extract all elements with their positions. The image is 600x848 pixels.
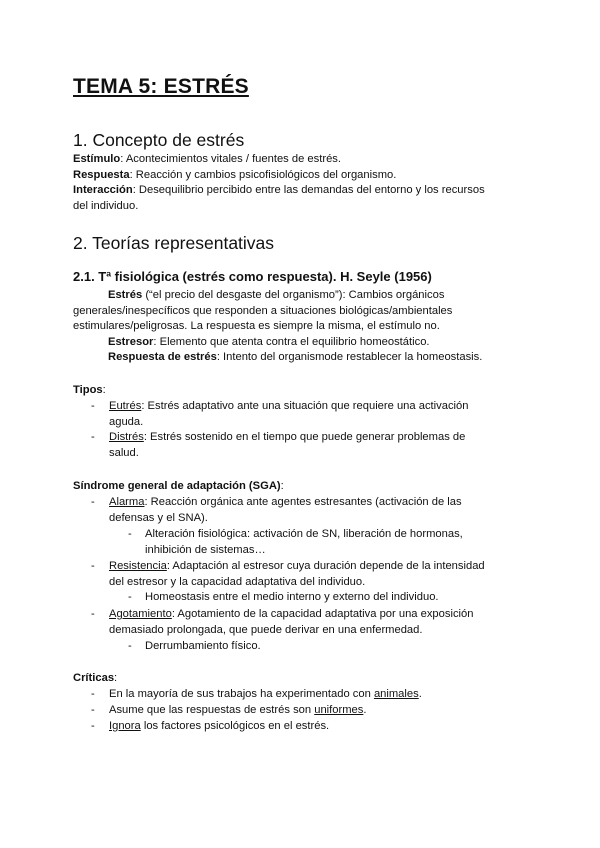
- respuesta-estres-text: : Intento del organismode restablecer la homeostasis.: [216, 351, 483, 363]
- estresor-text: : Elemento que atenta contra el equilibrio homeostático.: [153, 335, 430, 348]
- criticas-label-text: Críticas: [73, 672, 115, 684]
- definition-respuesta: [73, 168, 396, 184]
- sublist-dash: -: [128, 528, 132, 540]
- list-dash: -: [91, 688, 95, 700]
- list-item-critica-uniformes: [109, 703, 366, 719]
- criticas-label: [73, 671, 117, 687]
- underlined-word: animales: [373, 688, 419, 700]
- estres-text-line-1: (“el precio del desgaste del organismo”): Cambios orgánicos: [142, 289, 445, 301]
- list-item-text: : Reacción orgánica ante agentes estresantes (activación de las: [144, 496, 462, 508]
- colon: :: [114, 672, 118, 684]
- page-title: TEMA 5: ESTRÉS: [73, 75, 249, 98]
- definition-text: : Desequilibrio percibido entre las demandas del entorno y los recursos: [132, 184, 485, 196]
- term-interaccion: Interacción: [73, 184, 133, 196]
- underlined-word: Ignora: [109, 720, 141, 732]
- definition-interaccion: [73, 183, 485, 199]
- list-item-text: : Estrés sostenido en el tiempo que puede generar problemas de: [143, 431, 466, 443]
- list-item-text: En la mayoría de sus trabajos ha experimentado con: [109, 688, 374, 700]
- list-item-eutres: [109, 399, 468, 415]
- definition-continuation: del individuo.: [73, 199, 139, 212]
- sublist-item-alteracion: Alteración fisiológica: activación de SN, liberación de hormonas,: [145, 528, 463, 540]
- list-item-text: : Estrés adaptativo ante una situación que requiere una activación: [141, 400, 469, 412]
- sublist-dash: -: [128, 640, 132, 652]
- estresor-definition: [108, 335, 430, 351]
- term-agotamiento: Agotamiento: [109, 608, 172, 620]
- term-estimulo: Estímulo: [73, 153, 121, 165]
- list-item-continuation: demasiado prolongada, que puede derivar en una enfermedad.: [109, 623, 423, 636]
- colon: :: [102, 384, 106, 396]
- definition-text: : Reacción y cambios psicofisiológicos del organismo.: [129, 168, 397, 181]
- list-item-text: Asume que las respuestas de estrés son: [109, 704, 315, 716]
- sublist-dash: -: [128, 591, 132, 603]
- list-dash: -: [91, 400, 95, 412]
- list-item-continuation: aguda.: [109, 415, 144, 428]
- term-eutres: Eutrés: [109, 400, 142, 412]
- section-2-heading: 2. Teorías representativas: [73, 233, 275, 253]
- estres-text-line-2: generales/inespecíficos que responden a situaciones biológicas/ambientales: [73, 304, 453, 317]
- term-distres: Distrés: [109, 431, 144, 443]
- list-dash: -: [91, 560, 95, 572]
- respuesta-estres-definition: [108, 350, 482, 366]
- list-item-text: .: [363, 704, 367, 716]
- estres-definition: [108, 288, 444, 304]
- list-item-text: : Adaptación al estresor cuya duración depende de la intensidad: [166, 560, 485, 572]
- list-item-agotamiento: [109, 607, 473, 623]
- subsection-2-1-heading: 2.1. Tª fisiológica (estrés como respuesta). H. Seyle (1956): [73, 269, 432, 284]
- estres-text-line-3: estimulares/peligrosas. La respuesta es siempre la misma, el estímulo no.: [73, 320, 440, 332]
- list-dash: -: [91, 720, 95, 732]
- definition-estimulo: [73, 152, 341, 168]
- list-item-critica-animales: [109, 687, 422, 703]
- list-item-resistencia: [109, 559, 485, 575]
- list-item-text: los factores psicológicos en el estrés.: [140, 720, 330, 732]
- list-dash: -: [91, 431, 95, 443]
- sublist-item-derrumbamiento: Derrumbamiento físico.: [145, 640, 261, 652]
- list-item-continuation: salud.: [109, 446, 139, 459]
- list-dash: -: [91, 704, 95, 716]
- list-dash: -: [91, 496, 95, 508]
- list-item-alarma: [109, 495, 462, 511]
- colon: :: [280, 480, 284, 492]
- sga-label: [73, 479, 284, 495]
- sublist-item-continuation: inhibición de sistemas…: [145, 543, 266, 556]
- term-estresor: Estresor: [108, 335, 154, 348]
- sga-label-text: Síndrome general de adaptación (SGA): [73, 480, 281, 492]
- definition-text: : Acontecimientos vitales / fuentes de estrés.: [120, 153, 342, 165]
- list-item-text: .: [418, 688, 422, 700]
- term-respuesta: Respuesta: [73, 168, 130, 181]
- list-item-continuation: defensas y el SNA).: [109, 511, 208, 524]
- list-item-continuation: del estresor y la capacidad adaptativa del individuo.: [109, 575, 366, 588]
- list-item-text: : Agotamiento de la capacidad adaptativa por una exposición: [171, 608, 474, 620]
- term-resistencia: Resistencia: [109, 560, 167, 572]
- term-alarma: Alarma: [109, 496, 145, 508]
- list-item-critica-ignora: [109, 719, 329, 735]
- section-1-heading: 1. Concepto de estrés: [73, 130, 245, 150]
- term-estres: Estrés: [108, 289, 143, 301]
- list-dash: -: [91, 608, 95, 620]
- list-item-distres: [109, 430, 465, 446]
- tipos-label: [73, 383, 106, 399]
- underlined-word: uniformes: [314, 704, 364, 716]
- term-respuesta-estres: Respuesta de estrés: [108, 351, 217, 363]
- tipos-label-text: Tipos: [73, 384, 103, 396]
- sublist-item-homeostasis: Homeostasis entre el medio interno y externo del individuo.: [145, 591, 439, 603]
